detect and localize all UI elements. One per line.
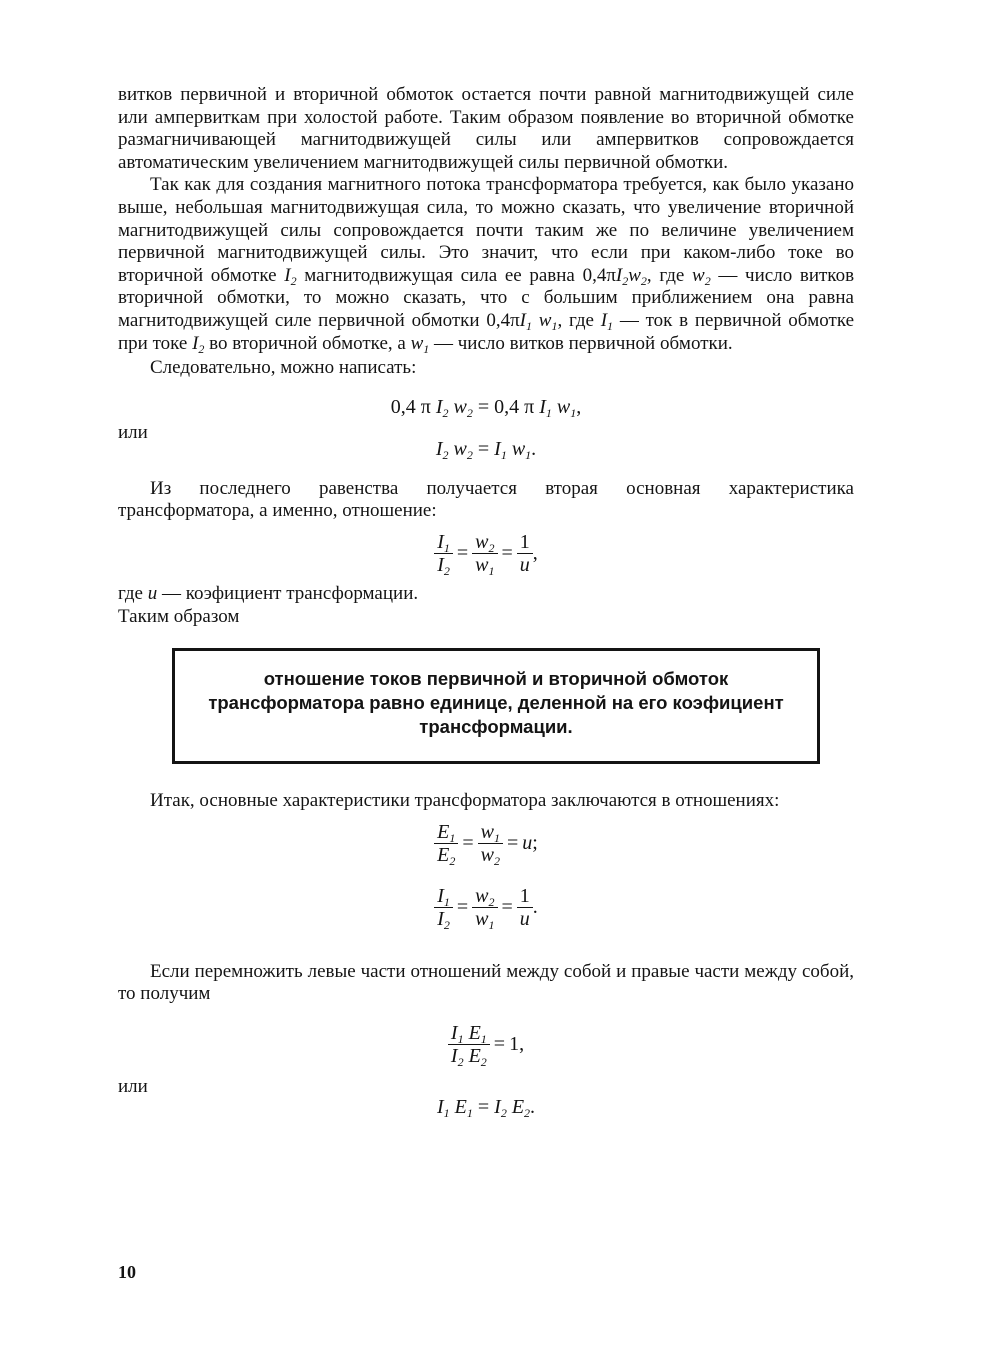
paragraph-4: Из последнего равенства получается вторая основная характеристика трансформатора, а именно, отношение:	[118, 477, 854, 522]
or-row-1	[118, 421, 854, 462]
boxed-statement: отношение токов первичной и вторичной обмоток трансформатора равно единице, деленной на его коэфициент трансформации.	[172, 648, 820, 764]
paragraph-3: Следовательно, можно написать:	[150, 357, 417, 379]
paragraph-1: витков первичной и вторичной обмоток остается почти равной магнитодвижущей силе или ампервиткам при холостой работе. Таким образом появление во вторичной обмотке размагничивающей магнитодвижущей силы или ампервитков сопровождается автоматическим увеличением магнитодвижущей силы первичной обмотки.	[118, 84, 854, 173]
equation-product-ratio: $\frac{I_1 E_1}{I_2 E_2}$ = 1 ,	[118, 1016, 854, 1074]
equation-current-ratio: $\frac{I_1}{I_2}$ = $\frac{w_2}{w_1}$ = $\frac{1}{u}$ ,	[118, 525, 854, 583]
page-body	[118, 84, 855, 1120]
or-word: или	[118, 1075, 148, 1097]
or-word: или	[118, 421, 148, 443]
equation-current-ratio-2: $\frac{I_1}{I_2}$ = $\frac{w_2}{w_1}$ = $\frac{1}{u}$ .	[118, 879, 854, 937]
equation-power-balance: $I_1$ $E_1 = I_2$ $E_2$.	[436, 1095, 536, 1120]
equation-mmf-2: $I_2$ $w_2 = I_1$ $w_1$.	[435, 437, 537, 462]
paragraph-5: где u — коэфициент трансформации.	[118, 582, 419, 604]
paragraph-7: Итак, основные характеристики трансформатора заключаются в отношениях:	[150, 790, 780, 812]
page-number: 10	[118, 1262, 136, 1282]
paragraph-8: Если перемножить левые части отношений между собой и правые части между собой, то получим	[118, 960, 854, 1005]
or-row-2	[118, 1074, 854, 1120]
paragraph-2: Так как для создания магнитного потока трансформатора требуется, как было указано выше, небольшая магнитодвижущая сила, то можно сказать, что увеличение вторичной магнитодвижущей силы сопровождается почти таким же по величине увеличением первичной магнитодвижущей силы. Это значит, что если при каком-либо токе во вторичной обмотке $I_2$ магнитодвижущая сила ее равна $0,4\pi I_2w_2$, где $w_2$ — число витков вторичной обмотки, то можно сказать, что с большим приближением она равна магнитодвижущей силе первичной обмотки $0,4\pi I_1$ $w_1$, где $I_1$ — ток в первичной обмотке при токе $I_2$ во вторичной обмотке, а $w_1$ — число витков первичной обмотки.	[118, 174, 855, 356]
equation-emf-ratio: $\frac{E_1}{E_2}$ = $\frac{w_1}{w_2}$ = u ;	[118, 815, 854, 873]
equation-mmf-1: 0,4 π $I_2$ $w_2 = 0,4$ π $I_1$ $w_1$,	[390, 395, 582, 420]
paragraph-6: Таким образом	[118, 605, 240, 627]
